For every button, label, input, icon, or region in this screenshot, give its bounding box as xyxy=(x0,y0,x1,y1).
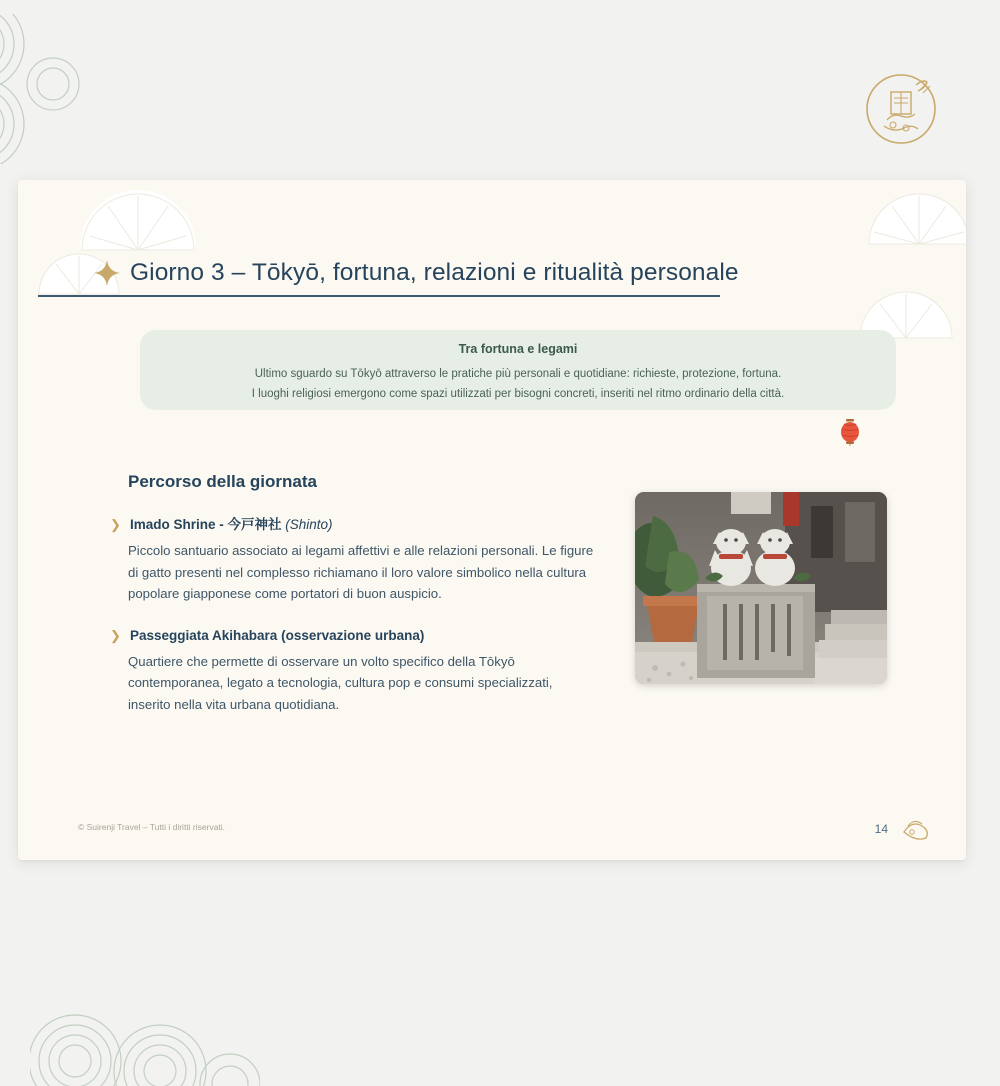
seigaiha-wave-decoration-bottom-left xyxy=(30,966,260,1086)
bullet-title-note: (Shinto) xyxy=(281,517,333,532)
slide-card xyxy=(18,180,966,860)
bullet-title-text: Imado Shrine - xyxy=(130,517,228,532)
footer-copyright: © Suirenji Travel – Tutti i diritti riservati. xyxy=(78,822,226,832)
chevron-right-icon: ❯ xyxy=(110,627,121,643)
fan-decoration-top-left xyxy=(78,188,198,260)
callout-title: Tra fortuna e legami xyxy=(458,342,578,356)
list-item xyxy=(108,516,608,605)
callout-line-2: I luoghi religiosi emergono come spazi utilizzati per bisogni concreti, inseriti nel ritmo ordinario della città. xyxy=(251,388,785,400)
slide-title-row xyxy=(38,258,738,288)
sparkle-icon xyxy=(92,258,122,288)
section-heading: Percorso della giornata xyxy=(128,472,317,491)
bullet-title-text: Passeggiata Akihabara (osservazione urbana) xyxy=(130,627,425,643)
shrine-photo-image xyxy=(635,492,887,684)
page-title: Giorno 3 – Tōkyō, fortuna, relazioni e ritualità personale xyxy=(130,259,739,286)
brand-seal-logo xyxy=(860,68,942,150)
list-item xyxy=(108,627,608,716)
fan-decoration-top-right xyxy=(864,188,966,258)
bullet-body: Piccolo santuario associato ai legami affettivi e alle relazioni personali. Le figure di gatto presenti nel complesso richiamano il loro valore simbolico nella cultura popolare giapponese come portatori di buon auspicio. xyxy=(128,543,594,601)
callout-line-1: Ultimo sguardo su Tōkyō attraverso le pratiche più personali e quotidiane: richieste, protezione, fortuna. xyxy=(254,368,782,380)
seigaiha-wave-decoration-top-left xyxy=(0,14,128,164)
bullet-title xyxy=(130,516,333,534)
footer-ornament-icon xyxy=(900,816,930,842)
bullet-title-japanese: 今戸神社 xyxy=(227,517,282,532)
chevron-right-icon: ❯ xyxy=(110,517,121,532)
bullet-title xyxy=(130,627,424,645)
callout-box xyxy=(140,330,896,410)
title-underline xyxy=(38,295,720,297)
lantern-icon xyxy=(838,418,862,446)
shrine-photo xyxy=(635,492,887,684)
bullet-body: Quartiere che permette di osservare un volto specifico della Tōkyō contemporanea, legato a tecnologia, cultura pop e consumi specializzati, inserito nella vita urbana quotidiana. xyxy=(128,653,553,712)
bullet-list xyxy=(108,516,608,737)
page-number: 14 xyxy=(874,822,888,836)
